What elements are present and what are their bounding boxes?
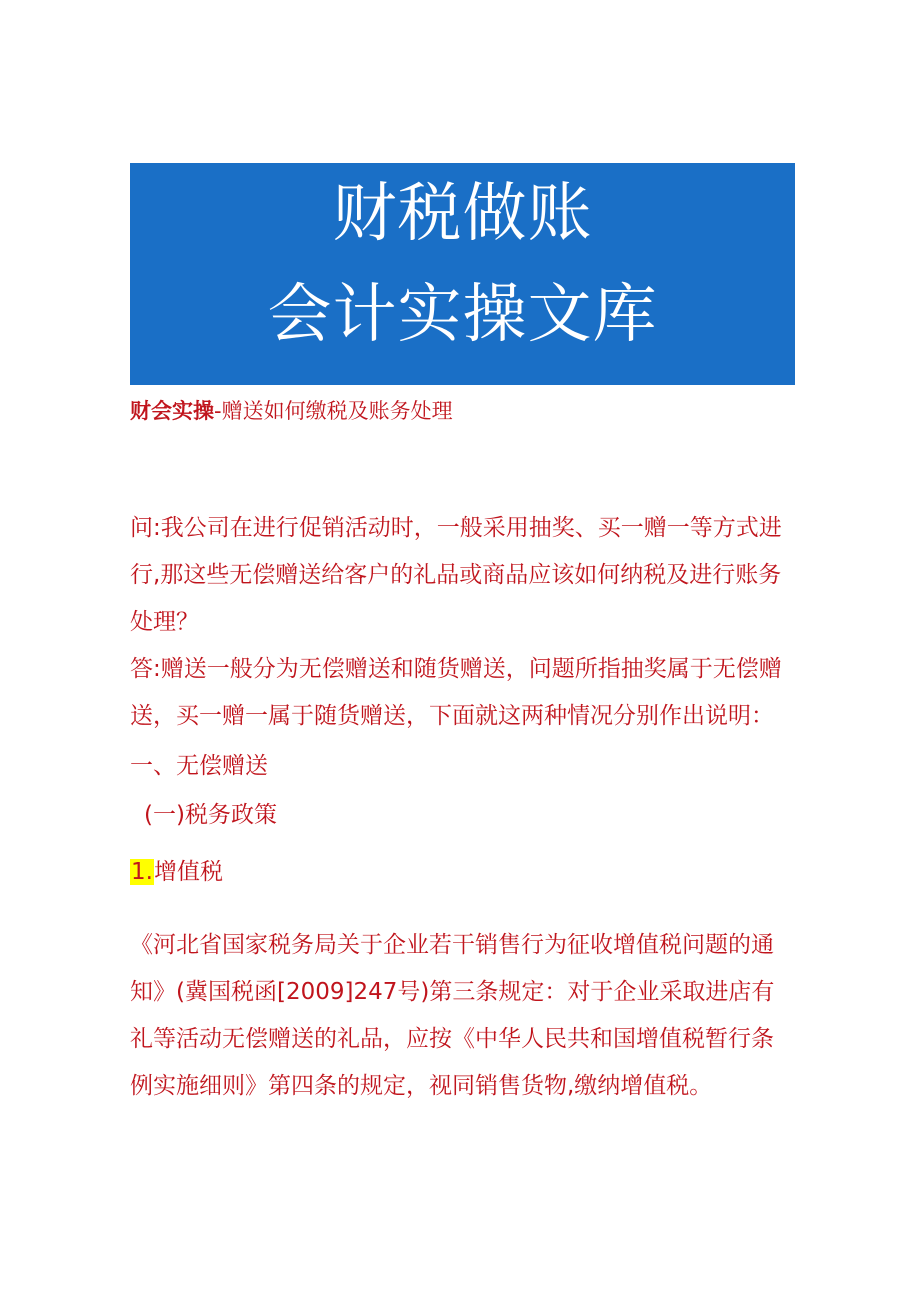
- subsection-heading: (一)税务政策: [144, 802, 277, 828]
- title-banner: [130, 163, 795, 385]
- answer-paragraph: 答:赠送一般分为无偿赠送和随货赠送，问题所指抽奖属于无偿赠送，买一赠一属于随货赠送，下面就这两种情况分别作出说明：: [130, 656, 782, 729]
- subtitle-topic: -赠送如何缴税及账务处理: [214, 399, 453, 423]
- document-subtitle: [130, 396, 453, 426]
- legal-paragraph: 《河北省国家税务局关于企业若干销售行为征收增值税问题的通知》(冀国税函[2009]247号)第三条规定：对于企业采取进店有礼等活动无偿赠送的礼品，应按《中华人民共和国增值税暂行条例实施细则》第四条的规定，视同销售货物,缴纳增值税。: [130, 932, 775, 1099]
- item-heading: [130, 852, 223, 892]
- item-title: 增值税: [153, 859, 223, 885]
- section-heading: 一、无偿赠送: [130, 753, 268, 779]
- question-paragraph: 问:我公司在进行促销活动时，一般采用抽奖、买一赠一等方式进行,那这些无偿赠送给客户的礼品或商品应该如何纳税及进行账务处理？: [130, 515, 782, 635]
- subtitle-category: 财会实操: [130, 399, 214, 423]
- item-number-highlight: 1.: [131, 859, 153, 885]
- banner-title-line2: 会计实操文库: [267, 278, 658, 352]
- qa-section: [130, 505, 795, 740]
- banner-title-line1: 财税做账: [332, 177, 593, 251]
